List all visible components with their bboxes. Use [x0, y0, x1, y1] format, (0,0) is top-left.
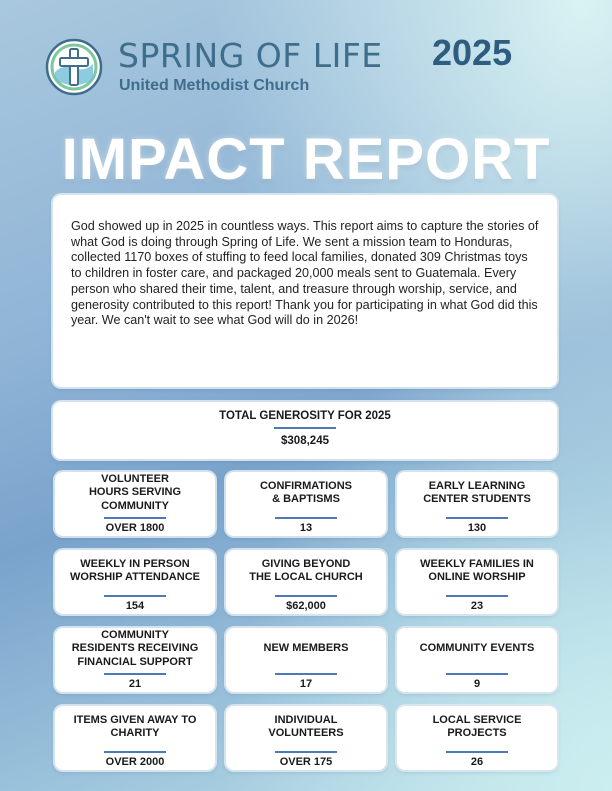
stat-label: WEEKLY IN PERSON WORSHIP ATTENDANCE: [70, 557, 200, 583]
intro-text: God showed up in 2025 in countless ways. This report aims to capture the stories of what God is doing through Spring of Life. We sent a mission team to Honduras, collected 1170 boxes of stuffing to feed local families, donated 309 Christmas toys to children in foster care, and packaged 20,000 meals sent to Guatemala. Every person who shared their time, talent, and treasure through worship, service, and generosity contributed to this report! Thank you for participating in what God did this year. We can't wait to see what God will do in 2026!: [71, 219, 539, 328]
stat-card-community-events: [397, 628, 557, 692]
stat-card-individual-volunteers: [226, 706, 386, 770]
stat-value: OVER 2000: [105, 756, 165, 768]
stat-label: NEW MEMBERS: [263, 642, 349, 655]
stat-label: VOLUNTEER HOURS SERVING COMMUNITY: [88, 472, 182, 512]
stat-card-new-members: [226, 628, 386, 692]
intro-card: [53, 195, 557, 387]
stat-value: 26: [470, 756, 484, 768]
stat-card-giving-beyond: [226, 550, 386, 614]
divider-bar: [446, 673, 508, 675]
stat-label: INDIVIDUAL VOLUNTEERS: [268, 713, 344, 739]
stat-label: COMMUNITY EVENTS: [419, 642, 535, 655]
stat-label: GIVING BEYOND THE LOCAL CHURCH: [249, 557, 363, 583]
stat-value: 21: [128, 678, 142, 690]
stat-label: ITEMS GIVEN AWAY TO CHARITY: [73, 713, 197, 739]
stat-value: OVER 1800: [105, 522, 165, 534]
divider-bar: [104, 517, 166, 519]
total-generosity-card: [53, 402, 557, 459]
stat-card-service-projects: [397, 706, 557, 770]
church-subtitle: United Methodist Church: [119, 77, 310, 94]
stat-value: 17: [299, 678, 313, 690]
divider-bar: [104, 595, 166, 597]
stat-card-early-learning: [397, 472, 557, 536]
report-year: 2025: [432, 32, 513, 73]
stat-value: 130: [467, 522, 487, 534]
divider-bar: [446, 595, 508, 597]
stat-value: 9: [473, 678, 481, 690]
church-name: SPRING OF LIFE: [118, 36, 383, 75]
stat-label: CONFIRMATIONS & BAPTISMS: [259, 479, 353, 505]
stat-card-volunteer-hours: [55, 472, 215, 536]
stat-card-worship-attendance: [55, 550, 215, 614]
stat-card-items-given: [55, 706, 215, 770]
stat-card-confirmations: [226, 472, 386, 536]
divider-bar: [104, 751, 166, 753]
stat-value: $62,000: [286, 600, 326, 612]
divider-bar: [104, 673, 166, 675]
stat-value: OVER 175: [279, 756, 333, 768]
page-title: IMPACT REPORT: [61, 127, 551, 192]
total-generosity-value: $308,245: [281, 435, 329, 447]
divider-bar: [446, 517, 508, 519]
stat-label: EARLY LEARNING CENTER STUDENTS: [423, 479, 531, 505]
stat-label: COMMUNITY RESIDENTS RECEIVING FINANCIAL SUPPORT: [71, 628, 199, 668]
divider-bar: [275, 517, 337, 519]
divider-bar: [275, 751, 337, 753]
stat-value: 154: [125, 600, 145, 612]
stat-card-financial-support: [55, 628, 215, 692]
total-generosity-label: TOTAL GENEROSITY FOR 2025: [219, 410, 391, 422]
stat-label: WEEKLY FAMILIES IN ONLINE WORSHIP: [420, 557, 534, 583]
stat-value: 23: [470, 600, 484, 612]
divider-bar: [275, 673, 337, 675]
stat-value: 13: [299, 522, 313, 534]
divider-bar: [275, 595, 337, 597]
divider-bar: [446, 751, 508, 753]
divider-bar: [274, 427, 336, 429]
stat-label: LOCAL SERVICE PROJECTS: [432, 713, 522, 739]
stat-card-online-worship: [397, 550, 557, 614]
cross-circle-logo-icon: [45, 38, 103, 96]
